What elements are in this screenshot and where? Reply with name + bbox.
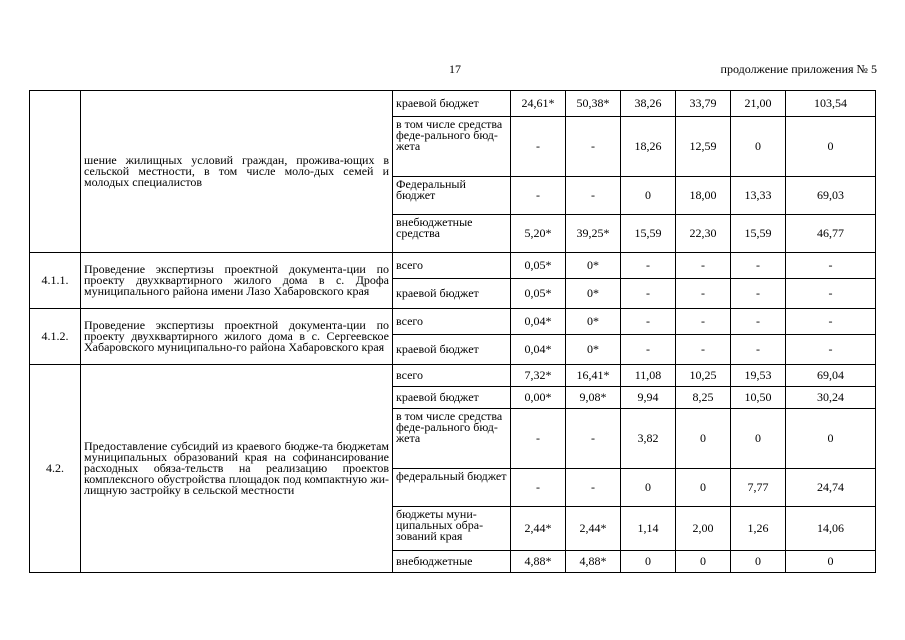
table-body — [30, 91, 876, 573]
value-cell: 0 — [731, 551, 786, 573]
value-cell: 4,88* — [511, 551, 566, 573]
value-cell: 0,04* — [511, 335, 566, 365]
value-cell: 69,03 — [786, 177, 876, 215]
value-cell: 0 — [621, 551, 676, 573]
table-row — [30, 309, 876, 335]
value-cell: 30,24 — [786, 387, 876, 409]
value-cell: 0 — [676, 551, 731, 573]
funding-source: внебюджетные средства — [393, 215, 511, 253]
value-cell: 3,82 — [621, 409, 676, 469]
value-cell: 0* — [566, 253, 621, 279]
item-code: 4.1.2. — [30, 309, 81, 365]
value-cell: 24,74 — [786, 469, 876, 507]
value-cell: 2,44* — [511, 507, 566, 551]
value-cell: - — [621, 253, 676, 279]
item-description: Предоставление субсидий из краевого бюдже-та бюджетам муниципальных образований края на софинансирование расходных обяза-тельств на реализацию проектов комплексного обустройства площадок под компактную жи-лищную застройку в сельской местности — [81, 365, 393, 573]
item-code: 4.1.1. — [30, 253, 81, 309]
value-cell: 0 — [786, 117, 876, 177]
value-cell: 69,04 — [786, 365, 876, 387]
funding-source: в том числе средства феде-рального бюд-жета — [393, 117, 511, 177]
value-cell: 12,59 — [676, 117, 731, 177]
value-cell: 19,53 — [731, 365, 786, 387]
value-cell: - — [511, 409, 566, 469]
value-cell: - — [511, 117, 566, 177]
value-cell: 5,20* — [511, 215, 566, 253]
value-cell: - — [731, 309, 786, 335]
value-cell: 7,32* — [511, 365, 566, 387]
item-code: 4.2. — [30, 365, 81, 573]
value-cell: 0 — [731, 409, 786, 469]
value-cell: 21,00 — [731, 91, 786, 117]
value-cell: 0* — [566, 309, 621, 335]
value-cell: 13,33 — [731, 177, 786, 215]
value-cell: - — [731, 335, 786, 365]
funding-source: всего — [393, 309, 511, 335]
value-cell: 33,79 — [676, 91, 731, 117]
item-code — [30, 91, 81, 253]
value-cell: - — [511, 177, 566, 215]
table-row — [30, 91, 876, 117]
value-cell: 18,26 — [621, 117, 676, 177]
value-cell: 8,25 — [676, 387, 731, 409]
value-cell: 0 — [676, 469, 731, 507]
value-cell: - — [676, 279, 731, 309]
value-cell: 0 — [786, 551, 876, 573]
value-cell: 7,77 — [731, 469, 786, 507]
value-cell: 16,41* — [566, 365, 621, 387]
funding-source: бюджеты муни-ципальных обра-зований края — [393, 507, 511, 551]
value-cell: 24,61* — [511, 91, 566, 117]
funding-source: краевой бюджет — [393, 279, 511, 309]
program-funding-table — [29, 90, 876, 573]
value-cell: - — [786, 309, 876, 335]
page-number: 17 — [449, 62, 461, 76]
value-cell: - — [786, 335, 876, 365]
value-cell: - — [621, 279, 676, 309]
value-cell: 46,77 — [786, 215, 876, 253]
value-cell: 10,25 — [676, 365, 731, 387]
funding-source: краевой бюджет — [393, 91, 511, 117]
funding-source: федеральный бюджет — [393, 469, 511, 507]
value-cell: 1,26 — [731, 507, 786, 551]
value-cell: 15,59 — [731, 215, 786, 253]
value-cell: 39,25* — [566, 215, 621, 253]
value-cell: 14,06 — [786, 507, 876, 551]
funding-source: всего — [393, 365, 511, 387]
value-cell: - — [566, 177, 621, 215]
value-cell: - — [731, 253, 786, 279]
value-cell: 50,38* — [566, 91, 621, 117]
table-row — [30, 253, 876, 279]
item-description: Проведение экспертизы проектной документа-ции по проекту двухквартирного жилого дома в с. Дрофа муниципального района имени Лазо Хабаровского края — [81, 253, 393, 309]
funding-source: внебюджетные — [393, 551, 511, 573]
value-cell: 0 — [676, 409, 731, 469]
value-cell: 9,08* — [566, 387, 621, 409]
value-cell: - — [511, 469, 566, 507]
value-cell: 15,59 — [621, 215, 676, 253]
value-cell: - — [621, 309, 676, 335]
value-cell: 2,00 — [676, 507, 731, 551]
value-cell: 11,08 — [621, 365, 676, 387]
value-cell: 4,88* — [566, 551, 621, 573]
value-cell: 0 — [786, 409, 876, 469]
value-cell: - — [676, 253, 731, 279]
value-cell: 22,30 — [676, 215, 731, 253]
table-row — [30, 365, 876, 387]
value-cell: 1,14 — [621, 507, 676, 551]
item-description: шение жилищных условий граждан, прожива-ющих в сельской местности, в том числе моло-дых семей и молодых специалистов — [81, 91, 393, 253]
value-cell: - — [786, 253, 876, 279]
value-cell: 0* — [566, 279, 621, 309]
value-cell: 0* — [566, 335, 621, 365]
funding-source: краевой бюджет — [393, 335, 511, 365]
continuation-note: продолжение приложения № 5 — [720, 62, 877, 76]
item-description: Проведение экспертизы проектной документа-ции по проекту двухквартирного жилого дома в с. Сергеевское Хабаровского муниципально-го района Хабаровского края — [81, 309, 393, 365]
value-cell: 0,00* — [511, 387, 566, 409]
value-cell: 0 — [621, 469, 676, 507]
value-cell: 103,54 — [786, 91, 876, 117]
value-cell: - — [566, 117, 621, 177]
value-cell: - — [621, 335, 676, 365]
funding-source: Федеральный бюджет — [393, 177, 511, 215]
funding-source: всего — [393, 253, 511, 279]
value-cell: 0,05* — [511, 253, 566, 279]
funding-source: в том числе средства феде-рального бюд-жета — [393, 409, 511, 469]
funding-source: краевой бюджет — [393, 387, 511, 409]
value-cell: - — [566, 469, 621, 507]
value-cell: 0,04* — [511, 309, 566, 335]
value-cell: 18,00 — [676, 177, 731, 215]
value-cell: - — [786, 279, 876, 309]
value-cell: - — [676, 335, 731, 365]
value-cell: - — [566, 409, 621, 469]
value-cell: 38,26 — [621, 91, 676, 117]
value-cell: 9,94 — [621, 387, 676, 409]
value-cell: 0,05* — [511, 279, 566, 309]
value-cell: 0 — [731, 117, 786, 177]
value-cell: - — [731, 279, 786, 309]
value-cell: 10,50 — [731, 387, 786, 409]
value-cell: - — [676, 309, 731, 335]
value-cell: 2,44* — [566, 507, 621, 551]
value-cell: 0 — [621, 177, 676, 215]
